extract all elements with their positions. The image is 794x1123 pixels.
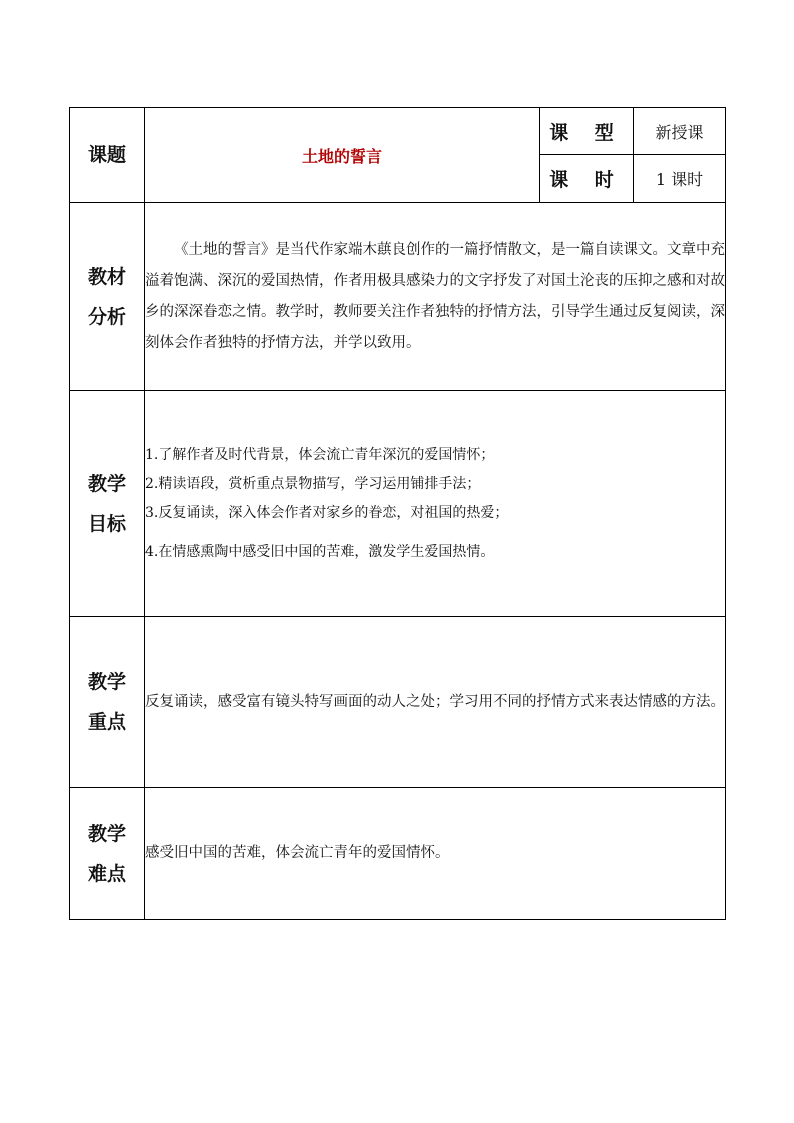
topic-label: 课题 <box>70 108 145 203</box>
analysis-row <box>70 203 726 391</box>
key-points-label: 教学 重点 <box>70 617 145 788</box>
header-row-type <box>70 108 726 155</box>
goal-item: 3.反复诵读，深入体会作者对家乡的眷恋，对祖国的热爱； <box>145 504 509 521</box>
type-label: 课 型 <box>540 108 634 155</box>
key-points-row <box>70 617 726 788</box>
analysis-paragraph: 《土地的誓言》是当代作家端木蕻良创作的一篇抒情散文，是一篇自读课文。文章中充溢着饱满、深沉的爱国热情，作者用极具感染力的文字抒发了对国土沦丧的压抑之感和对故乡的深深眷恋之情。教学时，教师要关注作者独特的抒情方法，引导学生通过反复阅读，深刻体会作者独特的抒情方法，并学以致用。 <box>145 241 725 351</box>
difficulties-text: 感受旧中国的苦难，体会流亡青年的爱国情怀。 <box>145 788 726 920</box>
goal-item: 4.在情感熏陶中感受旧中国的苦难，激发学生爱国热情。 <box>145 543 495 560</box>
hours-label: 课 时 <box>540 155 634 203</box>
topic-title: 土地的誓言 <box>145 108 540 203</box>
type-value: 新授课 <box>634 108 726 155</box>
lesson-plan-table <box>69 107 726 920</box>
goal-item: 2.精读语段，赏析重点景物描写，学习运用铺排手法； <box>145 475 481 492</box>
difficulties-label: 教学 难点 <box>70 788 145 920</box>
goals-list <box>145 391 726 617</box>
hours-value: 1 课时 <box>634 155 726 203</box>
goal-item: 1.了解作者及时代背景，体会流亡青年深沉的爱国情怀； <box>145 446 495 463</box>
key-points-text: 反复诵读，感受富有镜头特写画面的动人之处；学习用不同的抒情方式来表达情感的方法。 <box>145 617 726 788</box>
goals-row <box>70 391 726 617</box>
analysis-label: 教材 分析 <box>70 203 145 391</box>
difficulties-row <box>70 788 726 920</box>
goals-label: 教学 目标 <box>70 391 145 617</box>
analysis-text <box>145 203 726 391</box>
